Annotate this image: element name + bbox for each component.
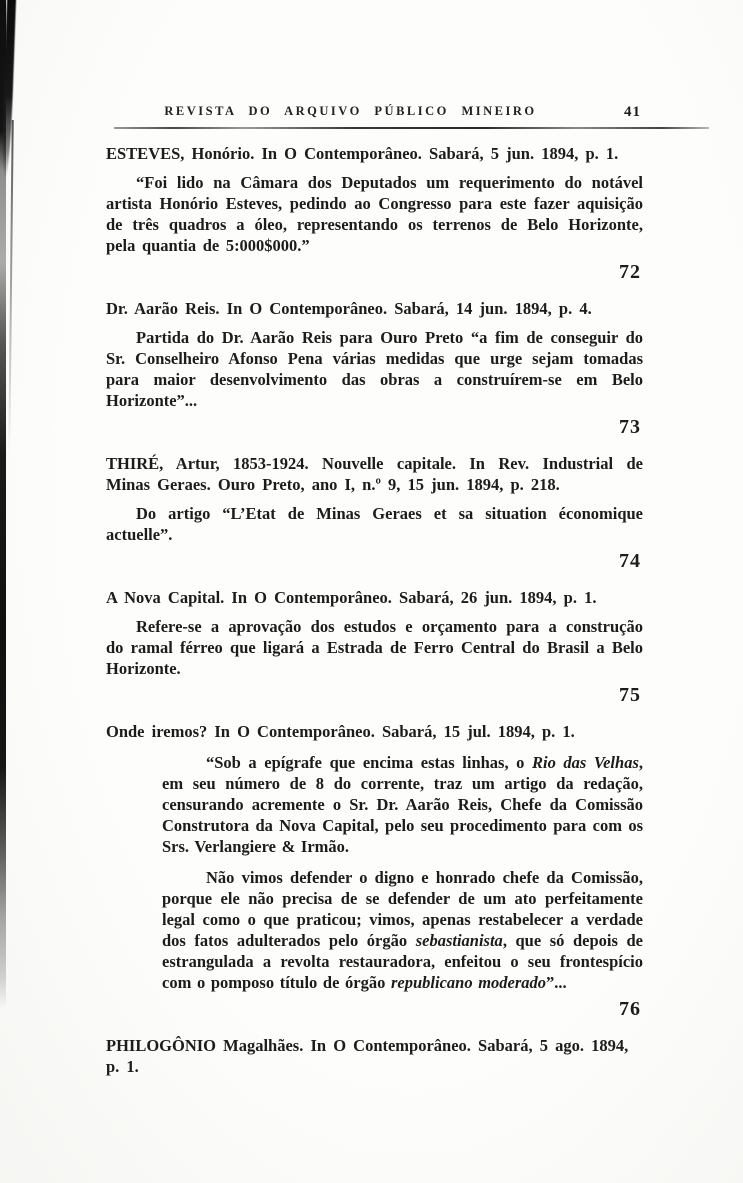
entry-number: 76 (619, 998, 641, 1020)
bibliography-entry-75 (106, 587, 643, 707)
citation-line: PHILOGÔNIO Magalhães. In O Contemporâneo. Sabará, 5 ago. 1894, (106, 1036, 629, 1055)
quote-text: Não vimos defender o digno e honrado chefe da Comissão, porque ele não precisa de se defender de um ato perfeitamente legal como o que praticou; vimos, apenas restabelecer a verdade dos fatos adulterados pelo órgão (162, 868, 643, 950)
quote-text: , em seu número de 8 do corrente, traz um artigo da redação, censurando acremente o Sr. Dr. Aarão Reis, Chefe da Comissão Construtora da Nova Capital, pelo seu procedimento para com os Srs. Verlangiere & Irmão. (162, 753, 643, 856)
citation-line: p. 1. (106, 1057, 139, 1076)
entry-quote-paragraph (162, 867, 643, 993)
entry-number: 74 (619, 550, 641, 572)
quote-text: , que só depois de estrangulada a revolta restauradora, enfeitou o seu frontespício com o pomposo título de órgão (162, 931, 644, 992)
entry-number: 73 (619, 416, 641, 438)
emphasized-phrase: republicano moderado (391, 973, 547, 992)
entry-quote-paragraph (162, 752, 643, 857)
page-number: 41 (624, 104, 641, 120)
entry-number: 75 (619, 684, 641, 706)
entry-citation: Onde iremos? In O Contemporâneo. Sabará, 15 jul. 1894, p. 1. (106, 722, 575, 741)
quote-text: “Sob a epígrafe que encima estas linhas, o (206, 753, 533, 772)
bibliography-entry-73 (106, 298, 643, 439)
quote-text: ”... (546, 973, 567, 992)
entry-annotation: Do artigo “L’Etat de Minas Geraes et sa situation économique actuelle”. (106, 504, 643, 544)
bibliography-entry-74 (106, 453, 643, 573)
journal-title: REVISTA DO ARQUIVO PÚBLICO MINEIRO (164, 104, 537, 118)
bibliography-entry-philogonio (106, 1035, 643, 1077)
bibliography-entry-72 (106, 143, 643, 284)
entry-citation (106, 1035, 643, 1077)
entry-citation: THIRÉ, Artur, 1853-1924. Nouvelle capitale. In Rev. Industrial de Minas Geraes. Ouro Preto, ano I, n.º 9, 15 jun. 1894, p. 218. (106, 454, 643, 494)
entry-citation: A Nova Capital. In O Contemporâneo. Sabará, 26 jun. 1894, p. 1. (106, 588, 597, 607)
entry-annotation: “Foi lido na Câmara dos Deputados um requerimento do notável artista Honório Esteves, pedindo ao Congresso para este fazer aquisição de três quadros a óleo, representando os terrenos de Belo Horizonte, pela quantia de 5:000$000.” (106, 173, 643, 255)
entry-citation: Dr. Aarão Reis. In O Contemporâneo. Sabará, 14 jun. 1894, p. 4. (106, 299, 592, 318)
entry-annotation: Refere-se a aprovação dos estudos e orçamento para a construção do ramal férreo que ligará a Estrada de Ferro Central do Brasil a Belo Horizonte. (106, 617, 643, 678)
entry-annotation: Partida do Dr. Aarão Reis para Ouro Preto “a fim de conseguir do Sr. Conselheiro Afonso Pena várias medidas que urge sejam tomadas para maior desenvolvimento das obras a construírem-se em Belo Horizonte”... (106, 328, 643, 410)
entry-number: 72 (619, 261, 641, 283)
page-header (106, 104, 643, 129)
bibliography-entry-76 (106, 721, 643, 1021)
emphasized-word: sebastianista (415, 931, 503, 950)
emphasized-newspaper-name: Rio das Velhas (532, 753, 639, 772)
header-rule (114, 127, 709, 129)
entry-citation: ESTEVES, Honório. In O Contemporâneo. Sabará, 5 jun. 1894, p. 1. (106, 144, 619, 163)
